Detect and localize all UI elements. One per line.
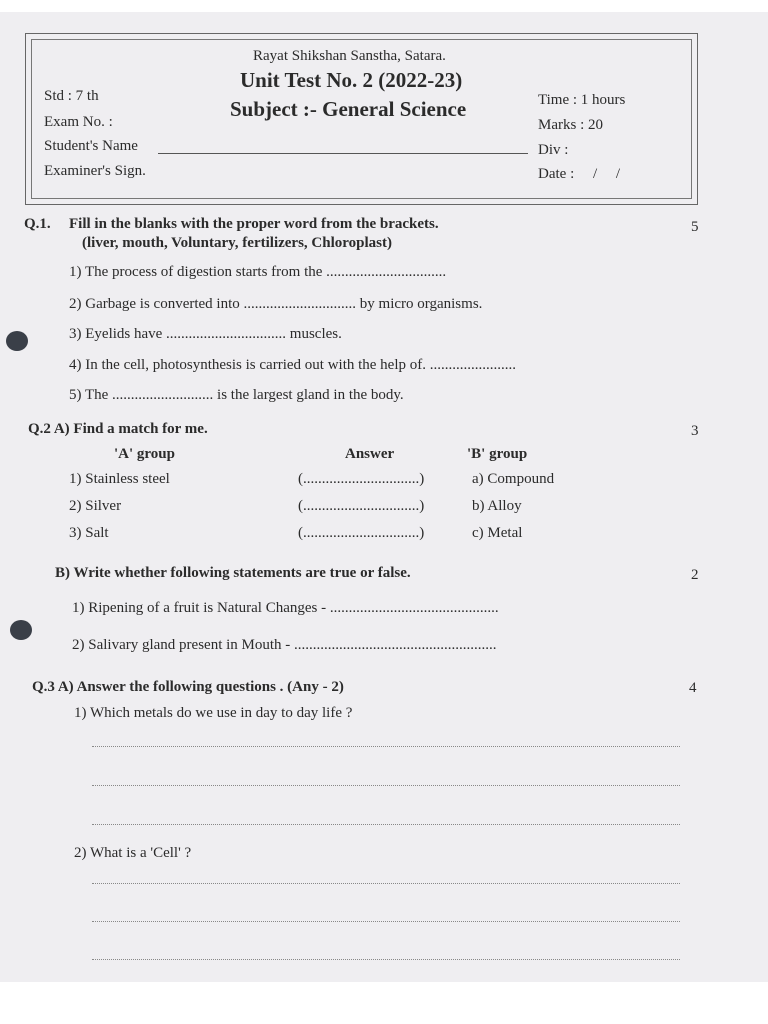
- div-label: Div :: [538, 142, 569, 158]
- institution-name: Rayat Shikshan Sanstha, Satara.: [253, 48, 446, 64]
- q2a-row-1-b: a) Compound: [472, 471, 555, 487]
- q3a-marks: 4: [689, 680, 697, 696]
- q2a-row-3-answer: (...............................): [298, 525, 425, 541]
- time-label: Time : 1 hours: [538, 92, 626, 108]
- answer-line: [92, 883, 680, 884]
- answer-line: [92, 785, 680, 786]
- q1-item-1: 1) The process of digestion starts from the ................................: [69, 264, 447, 280]
- q2a-head-a: 'A' group: [114, 446, 175, 462]
- q2a-head-answer: Answer: [345, 446, 395, 462]
- answer-line: [92, 959, 680, 960]
- answer-line: [92, 824, 680, 825]
- q2a-head-b: 'B' group: [467, 446, 528, 462]
- student-name-label: Student's Name: [44, 138, 138, 154]
- q2b-item-1: 1) Ripening of a fruit is Natural Changes - .............................................: [72, 600, 499, 616]
- q2a-title: Q.2 A) Find a match for me.: [28, 421, 208, 437]
- q1-item-2: 2) Garbage is converted into .............................. by micro organisms.: [69, 296, 483, 312]
- examiner-sign-label: Examiner's Sign.: [44, 163, 146, 179]
- q3a-question-2: 2) What is a 'Cell' ?: [74, 845, 192, 861]
- q1-item-4: 4) In the cell, photosynthesis is carried out with the help of. .......................: [69, 357, 517, 373]
- q2a-row-3-a: 3) Salt: [69, 525, 109, 541]
- q3a-title: Q.3 A) Answer the following questions . (Any - 2): [32, 679, 344, 695]
- q1-instruction: Fill in the blanks with the proper word from the brackets.: [69, 216, 439, 232]
- q2b-title: B) Write whether following statements are true or false.: [55, 565, 411, 581]
- std-label: Std : 7 th: [44, 88, 99, 104]
- exam-no-label: Exam No. :: [44, 114, 113, 130]
- q2a-marks: 3: [691, 423, 699, 439]
- q1-item-3: 3) Eyelids have ................................ muscles.: [69, 326, 342, 342]
- date-label: Date : / /: [538, 166, 621, 182]
- q1-options: (liver, mouth, Voluntary, fertilizers, Chloroplast): [82, 235, 392, 251]
- subject-title: Subject :- General Science: [230, 97, 467, 121]
- q1-number: Q.1.: [24, 216, 51, 232]
- q2a-row-2-b: b) Alloy: [472, 498, 522, 514]
- q2b-marks: 2: [691, 567, 699, 583]
- punch-hole-mark-top: [6, 331, 28, 351]
- student-name-field: [158, 153, 528, 154]
- test-title: Unit Test No. 2 (2022-23): [240, 68, 463, 92]
- marks-label: Marks : 20: [538, 117, 603, 133]
- answer-line: [92, 746, 680, 747]
- punch-hole-mark-bottom: [10, 620, 32, 640]
- q2b-item-2: 2) Salivary gland present in Mouth - ......................................................: [72, 637, 497, 653]
- q1-item-5: 5) The ........................... is the largest gland in the body.: [69, 387, 404, 403]
- answer-line: [92, 921, 680, 922]
- q1-marks: 5: [691, 219, 699, 235]
- q2a-row-2-answer: (...............................): [298, 498, 425, 514]
- q2a-row-1-answer: (...............................): [298, 471, 425, 487]
- q2a-row-1-a: 1) Stainless steel: [69, 471, 170, 487]
- q2a-row-2-a: 2) Silver: [69, 498, 122, 514]
- q3a-question-1: 1) Which metals do we use in day to day life ?: [74, 705, 353, 721]
- q2a-row-3-b: c) Metal: [472, 525, 523, 541]
